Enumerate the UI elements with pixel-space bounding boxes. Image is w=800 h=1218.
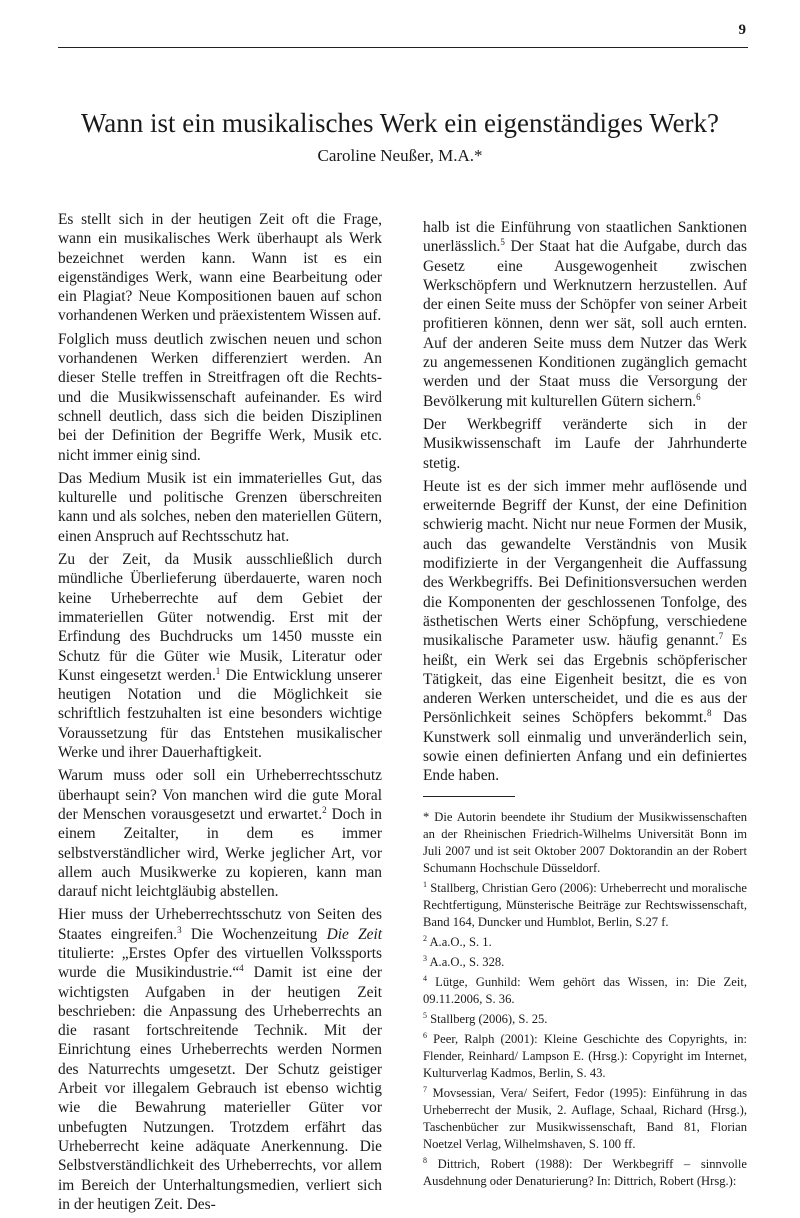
body-paragraph	[423, 477, 747, 786]
paragraph-text: Das Medium Musik ist ein immaterielles Gut, das kulturelle und politische Grenzen überschreiten kann und als solches, neben den materiellen Gütern, einen Anspruch auf Rechtsschutz hat.	[58, 469, 382, 545]
left-column	[58, 210, 382, 1218]
footnote	[423, 1085, 747, 1153]
paragraph-text: Das Kunstwerk soll einmalig und unveränderlich sein, sowie einen definierten Anfang und ein definiertes Ende haben.	[423, 709, 747, 785]
footnote-text: Die Autorin beendete ihr Studium der Musikwissenschaften an der Rheinischen Friedrich-Wilhelms Universität Bonn im Juli 2007 und ist seit Oktober 2007 Doktorandin an der Robert Schumann Hochschule Düsseldorf.	[423, 809, 747, 875]
footnote-asterisk	[423, 809, 747, 877]
footnote-ref: 6	[696, 391, 701, 402]
body-paragraph	[58, 210, 382, 326]
paragraph-text: Hier muss der Urheberrechtsschutz von Seiten des Staates eingreifen.	[58, 906, 382, 943]
paragraph-text: Der Werkbegriff veränderte sich in der Musikwissenschaft im Laufe der Jahrhunderte stetig.	[423, 415, 747, 472]
footnote-marker: 3	[423, 953, 427, 963]
footnote-marker: 6	[423, 1030, 427, 1040]
paragraph-text: Es heißt, ein Werk sei das Ergebnis schöpferischer Tätigkeit, das eine Eigenheit besitzt, die es von anderen Werken unterscheidet, und die es aus der Persönlichkeit seines Schöpfers bekommt.	[423, 632, 747, 727]
paragraph-text: Damit ist eine der wichtigsten Aufgaben in der heutigen Zeit beschrieben: die Anpassung des Urheberrechts an die rasant fortschreitende Technik. Mit der Einrichtung eines Urheberrechts werden Normen des Naturrechts umgesetzt. Der Schutz geistiger Arbeit vor illegalem Gebrauch ist ebenso wichtig wie die Bewahrung materieller Güter vor unbefugten Nutzungen. Trotzdem erfährt das Urheberrecht keine adäquate Anerkennung. Die Selbstverständlichkeit des Urheberrechts, vor allem im Bereich der Unterhaltungsmedien, verliert sich in der heutigen Zeit. Des-	[58, 964, 383, 1213]
paragraph-text: titulierte: „Erstes Opfer des virtuellen Volkssports wurde die Musikindustrie.“	[58, 944, 382, 982]
footnote-marker: 1	[423, 879, 427, 889]
body-paragraph	[423, 218, 747, 411]
page-number: 9	[738, 22, 746, 38]
footnote-text: A.a.O., S. 1.	[427, 934, 492, 949]
article-title: Wann ist ein musikalisches Werk ein eigenständiges Werk?	[80, 108, 720, 138]
footnote-text: Stallberg (2006), S. 25.	[427, 1011, 548, 1026]
footnotes	[423, 809, 747, 1190]
footnote	[423, 954, 747, 971]
paragraph-text: Folglich muss deutlich zwischen neuen und schon vorhandenen Werken differenziert werden. An dieser Stelle treffen in Streitfragen oft die Rechts- und die Musikwissenschaft aufeinander. Es wird schnell deutlich, dass sich die beiden Disziplinen bei der Definition der Begriffe Werk, Musik etc. nicht immer einig sind.	[58, 330, 382, 464]
newspaper-title: Die Zeit	[326, 925, 383, 943]
body-paragraph	[58, 330, 382, 465]
right-column	[423, 218, 747, 1193]
header-rule	[58, 47, 748, 48]
footnote-ref: 1	[215, 665, 221, 676]
footnote	[423, 1156, 747, 1190]
paragraph-text: Doch in einem Zeitalter, in dem es immer selbstverständlicher wird, Werke jeglicher Art, vor allem auch Musikwerke zu kopieren, kann man darauf nicht leichtgläubig abstellen.	[58, 805, 382, 901]
footnote-text: Stallberg, Christian Gero (2006): Urheberrecht und moralische Rechtfertigung, Münsterische Beiträge zur Rechtswissenschaft, Band 164, Duncker und Humblot, Berlin, S.27 f.	[423, 880, 747, 929]
paragraph-text: Der Staat hat die Aufgabe, durch das Gesetz eine Ausgewogenheit zwischen Werkschöpfern und Werknutzern herzustellen. Auf der einen Seite muss der Schöpfer von seiner Arbeit profitieren können, denn wer sät, soll auch ernten. Auf der anderen Seite muss dem Nutzer das Werk zu angemessenen Konditionen zugänglich gemacht werden und der Staat muss die Versorgung der Bevölkerung mit kulturellen Gütern sichern.	[423, 238, 747, 410]
footnote-marker: 7	[423, 1084, 427, 1094]
footnote-marker: 2	[423, 933, 427, 943]
paragraph-text: Warum muss oder soll ein Urheberrechtsschutz überhaupt sein? Von manchen wird die gute Moral der Menschen vorausgesetzt und erwartet.	[58, 767, 382, 823]
footnote-ref: 3	[177, 924, 182, 935]
paragraph-text: halb ist die Einführung von staatlichen Sanktionen unerlässlich.	[423, 219, 747, 256]
body-paragraph	[58, 469, 382, 546]
footnote-separator	[423, 796, 515, 797]
footnote-text: A.a.O., S. 328.	[427, 954, 505, 969]
footnote	[423, 880, 747, 931]
footnote-ref: 5	[500, 237, 505, 248]
paragraph-text: Es stellt sich in der heutigen Zeit oft die Frage, wann ein musikalisches Werk überhaupt als Werk bezeichnet werden kann. Wann ist es ein eigenständiges Werk, wann eine Bearbeitung oder ein Plagiat? Neue Kompositionen bauen auf schon vorhandenen Werken und präexistentem Wissen auf.	[58, 211, 382, 325]
paragraph-text: Heute ist es der sich immer mehr auflösende und erweiternde Begriff der Kunst, der eine Definition schwierig macht. Nicht nur neue Formen der Musik, auch das gewandelte Verständnis von Musik modifizierte in der Vergangenheit die Auffassung des Werkbegriffs. Bei Definitionsversuchen werden die Komponenten der geschlossenen Tonfolge, des ästhetischen Werts einer Schöpfung, verschiedene musikalische Parameter usw. häufig genannt.	[423, 477, 747, 650]
footnote-marker: *	[423, 809, 430, 824]
footnote-ref: 4	[239, 963, 244, 974]
footnote-text: Lütge, Gunhild: Wem gehört das Wissen, in: Die Zeit, 09.11.2006, S. 36.	[423, 974, 747, 1006]
footnote-marker: 8	[423, 1155, 427, 1165]
paragraph-text: Zu der Zeit, da Musik ausschließlich durch mündliche Überlieferung überdauerte, waren noch keine Urheberrechte auf dem Gebiet der immateriellen Güter notwendig. Erst mit der Erfindung des Buchdrucks um 1450 musste ein Schutz für die Güter wie Musik, Literatur oder Kunst eingesetzt werden.	[58, 551, 382, 684]
footnote	[423, 1011, 747, 1028]
footnote-marker: 5	[423, 1010, 427, 1020]
footnote-ref: 7	[718, 631, 724, 642]
footnote-ref: 8	[706, 708, 712, 719]
paragraph-text: Die Wochenzeitung	[181, 925, 327, 943]
footnote-marker: 4	[423, 973, 427, 983]
body-paragraph	[58, 905, 382, 1214]
body-paragraph	[58, 766, 382, 901]
article-author: Caroline Neußer, M.A.*	[317, 146, 483, 165]
footnote	[423, 1031, 747, 1082]
footnote-text: Movsessian, Vera/ Seifert, Fedor (1995): Einführung in das Urheberrecht der Musik, 2. Auflage, Schaal, Richard (Hrsg.), Taschenbücher zur Musikwissenschaft, Band 81, Florian Noetzel Verlag, Wilhelmshaven, S. 100 ff.	[423, 1085, 747, 1151]
footnote-ref: 2	[322, 804, 327, 815]
footnote-text: Dittrich, Robert (1988): Der Werkbegriff – sinnvolle Ausdehnung oder Denaturierung? In: Dittrich, Robert (Hrsg.):	[423, 1156, 747, 1188]
footnote-text: Peer, Ralph (2001): Kleine Geschichte des Copyrights, in: Flender, Reinhard/ Lampson E. (Hrsg.): Copyright im Internet, Kulturverlag Kadmos, Berlin, S. 43.	[423, 1031, 747, 1080]
paragraph-text: Die Entwicklung unserer heutigen Notation und die Möglichkeit sie schriftlich festzuhalten ist eine besonders wichtige Voraussetzung für das Entstehen musikalischer Werke und ihrer Dauerhaftigkeit.	[58, 666, 382, 762]
body-paragraph	[58, 550, 382, 762]
footnote	[423, 974, 747, 1008]
footnote	[423, 934, 747, 951]
body-paragraph	[423, 415, 747, 473]
